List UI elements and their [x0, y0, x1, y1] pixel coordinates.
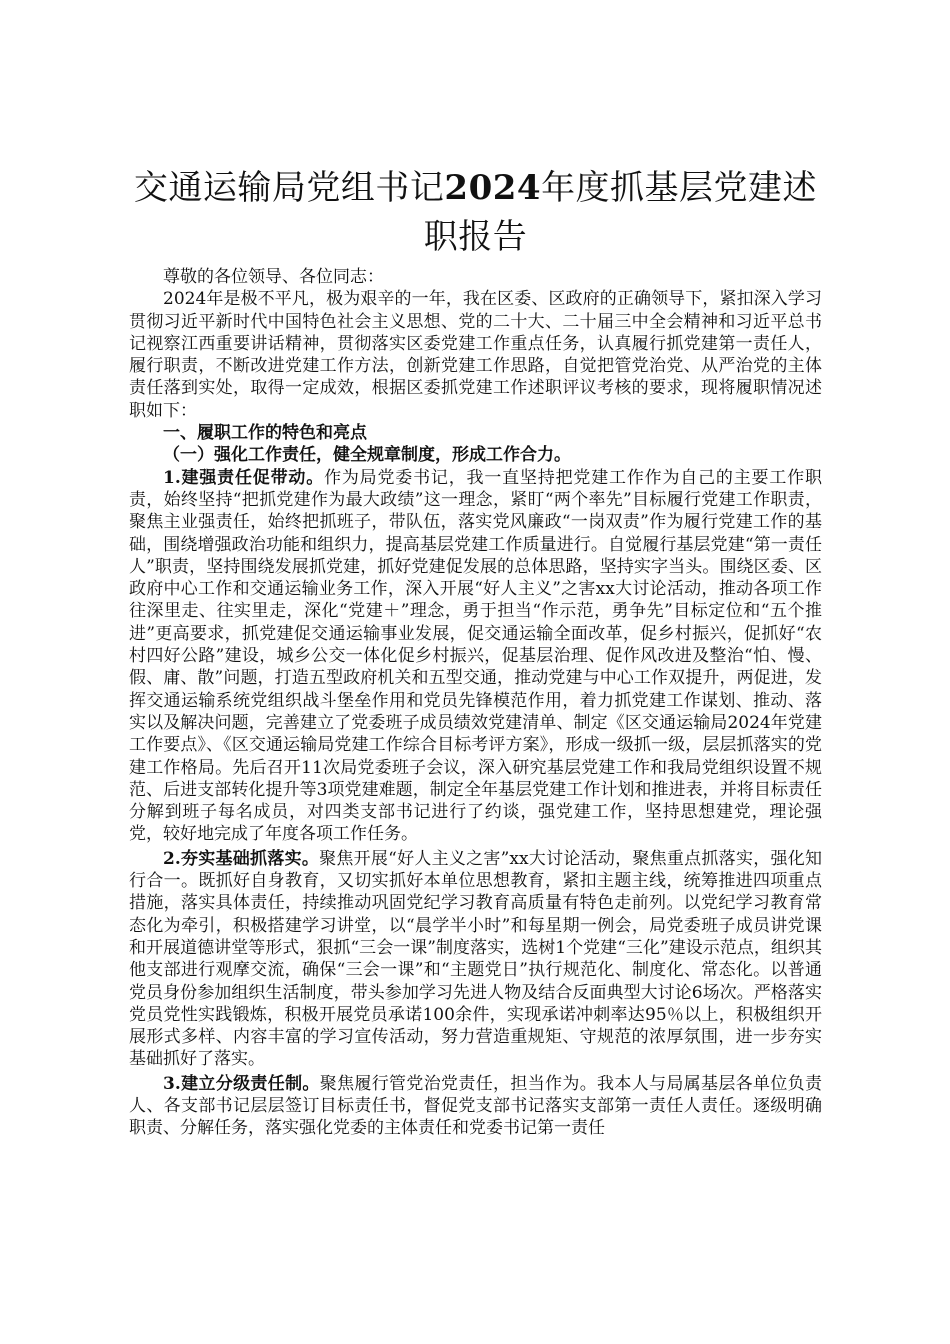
section-heading-1: 一、履职工作的特色和亮点 [163, 423, 367, 444]
document-page [129, 164, 822, 1140]
title-year: 2024 [444, 168, 542, 208]
item-paragraph-3 [129, 1073, 822, 1140]
item-text-2: 聚焦开展“好人主义之害”xx大讨论活动，聚焦重点抓落实，强化知行合一。既抓好自身教育，又切实抓好本单位思想教育，紧扣主题主线，统筹推进四项重点措施，落实具体责任，持续推动巩固党纪学习教育高质量有特色走前列。以党纪学习教育常态化为牵引，积极搭建学习讲堂，以“晨学半小时”和每星期一例会，局党委班子成员讲党课和开展道德讲堂等形式，狠抓“三会一课”制度落实，选树1个党建“三化”建设示范点，组织其他支部进行观摩交流，确保“三会一课”和“主题党日”执行规范化、制度化、常态化。以普通党员身份参加组织生活制度，带头参加学习先进人物及结合反面典型大讨论6场次。严格落实党员党性实践锻炼，积极开展党员承诺100余件，实现承诺冲刺率达95％以上，积极组织开展形式多样、内容丰富的学习宣传活动，努力营造重规矩、守规范的浓厚氛围，进一步夯实基础抓好了落实。 [129, 848, 822, 1070]
item-paragraph-1 [129, 467, 822, 846]
item-heading-1: 1.建强责任促带动。 [163, 467, 325, 488]
subsection-heading-1: （一）强化工作责任，健全规章制度，形成工作合力。 [163, 445, 571, 466]
item-text-1: 作为局党委书记，我一直坚持把党建工作作为自己的主要工作职责，始终坚持“把抓党建作为最大政绩”这一理念，紧盯“两个率先”目标履行党建工作职责，聚焦主业强责任，始终把抓班子，带队伍，落实党风廉政“一岗双责”作为履行党建工作的基础，围绕增强政治功能和组织力，提高基层党建工作质量进行。自觉履行基层党建“第一责任人”职责，坚持围绕发展抓党建，抓好党建促发展的总体思路，坚持实字当头。围绕区委、区政府中心工作和交通运输业务工作，深入开展“好人主义”之害xx大讨论活动，推动各项工作往深里走、往实里走，深化“党建＋”理念，勇于担当“作示范，勇争先”目标定位和“五个推进”更高要求，抓党建促交通运输事业发展，促交通运输全面改革，促乡村振兴，促抓好“农村四好公路”建设，城乡公交一体化促乡村振兴，促基层治理、促作风改进及整治“怕、慢、假、庸、散”问题，打造五型政府机关和五型交通，推动党建与中心工作双提升，两促进，发挥交通运输系统党组织战斗堡垒作用和党员先锋模范作用，着力抓党建工作谋划、推动、落实以及解决问题，完善建立了党委班子成员绩效党建清单、制定《区交通运输局2024年党建工作要点》、《区交通运输局党建工作综合目标考评方案》，形成一级抓一级，层层抓落实的党建工作格局。先后召开11次局党委班子会议，深入研究基层党建工作和我局党组织设置不规范、后进支部转化提升等3项党建难题，制定全年基层党建工作计划和推进表，并将目标责任分解到班子每名成员，对四类支部书记进行了约谈，强党建工作，坚持思想建党，理论强党，较好地完成了年度各项工作任务。 [129, 467, 822, 845]
salutation: 尊敬的各位领导、各位同志： [163, 267, 384, 287]
item-paragraph-2 [129, 848, 822, 1071]
intro-paragraph: 2024年是极不平凡，极为艰辛的一年，我在区委、区政府的正确领导下，紧扣深入学习贯彻习近平新时代中国特色社会主义思想、党的二十大、二十届三中全会精神和习近平总书记视察江西重要讲话精神，贯彻落实区委党建工作重点任务，认真履行抓党建第一责任人，履行职责，不断改进党建工作方法，创新党建工作思路，自觉把管党治党、从严治党的主体责任落到实处，取得一定成效，根据区委抓党建工作述职评议考核的要求，现将履职情况述职如下： [129, 289, 822, 421]
title-part-2: 年度抓基层党建述职报告 [423, 168, 818, 257]
title-part-1: 交通运输局党组书记 [133, 168, 445, 208]
item-heading-2: 2.夯实基础抓落实。 [163, 848, 320, 869]
item-heading-3: 3.建立分级责任制。 [163, 1073, 320, 1094]
document-body [129, 266, 822, 1140]
item-text-3: 聚焦履行管党治党责任，担当作为。我本人与局属基层各单位负责人、各支部书记层层签订目标责任书，督促党支部书记落实支部第一责任人责任。逐级明确职责、分解任务，落实强化党委的主体责任和党委书记第一责任 [129, 1073, 823, 1139]
document-title [129, 164, 822, 262]
